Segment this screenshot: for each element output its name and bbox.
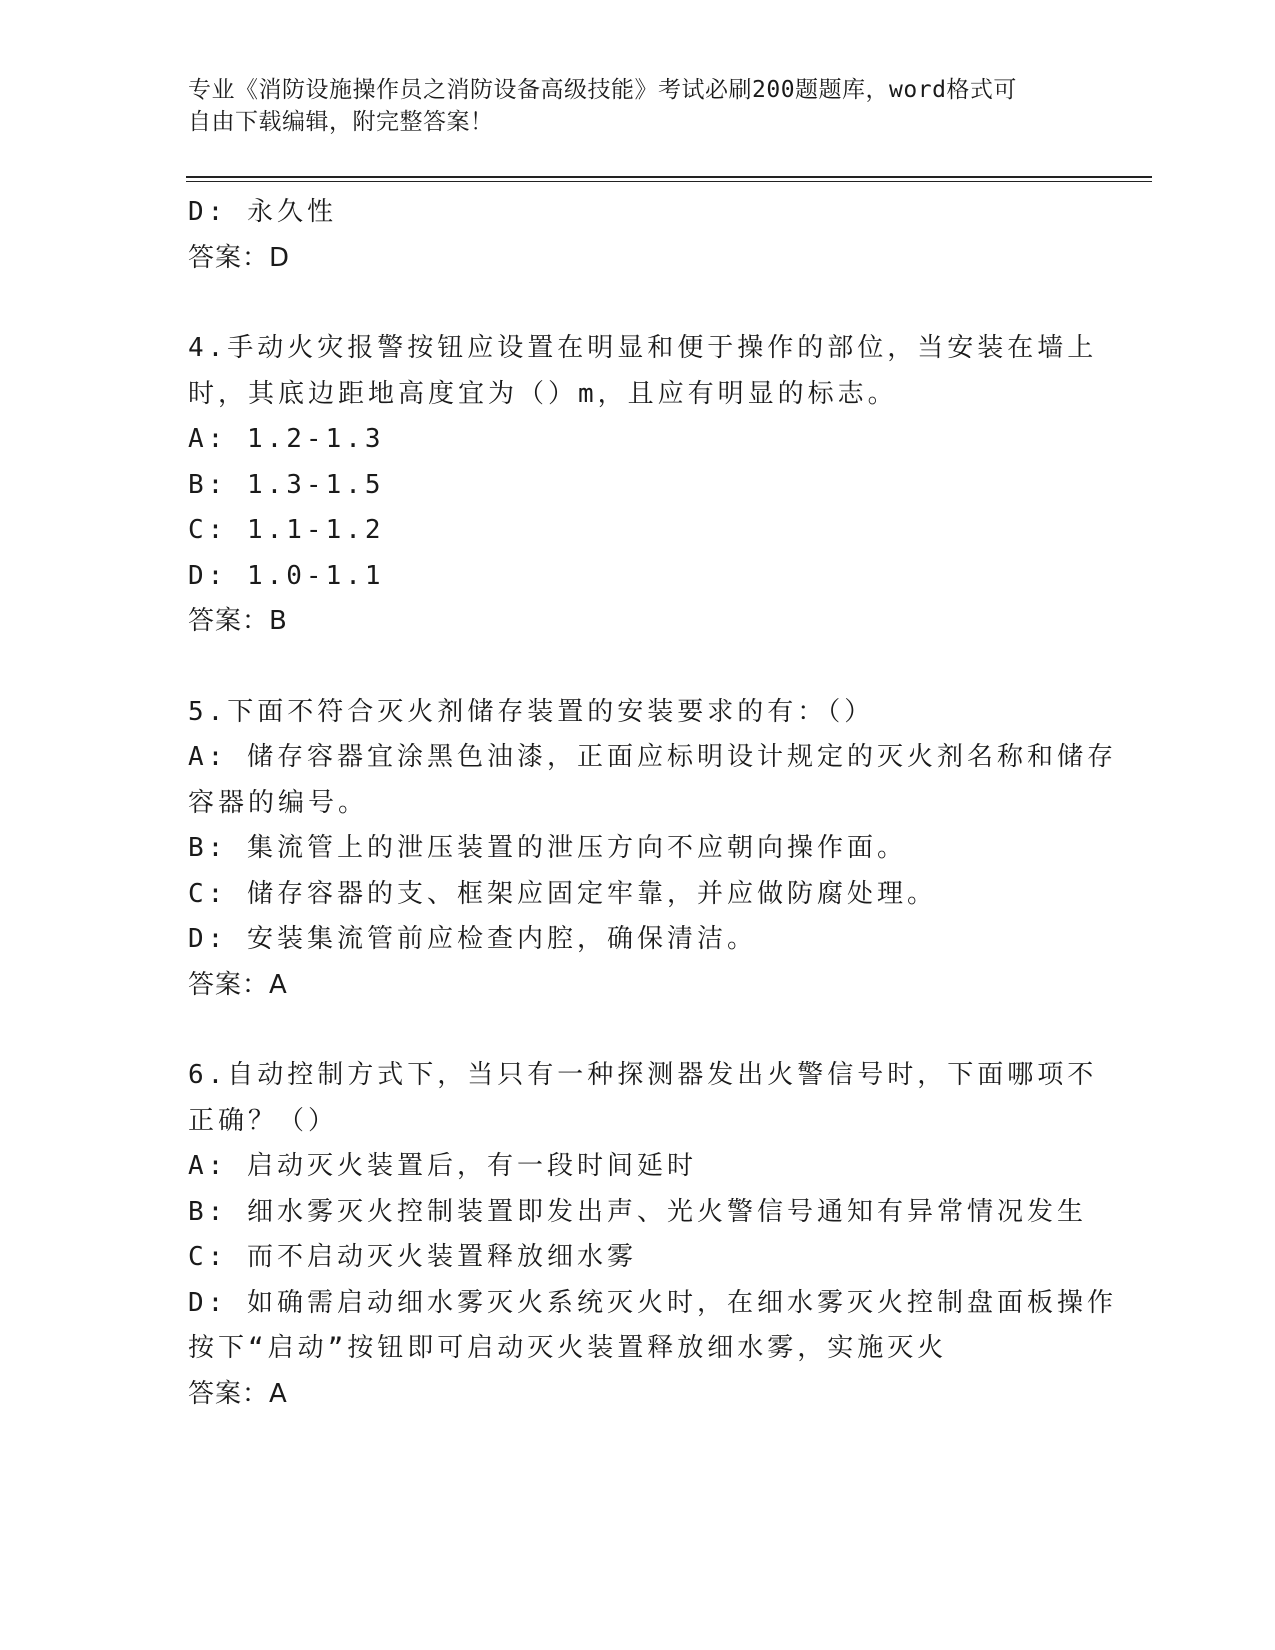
option-a: A: 1.2-1.3: [188, 424, 385, 454]
option-c: C: 1.1-1.2: [188, 515, 385, 545]
answer-line: 答案：D: [188, 242, 291, 273]
answer-line: 答案：B: [188, 606, 288, 636]
question-text-line: 时，其底边距地高度宜为（）m，且应有明显的标志。: [188, 378, 898, 409]
option-d: D: 安装集流管前应检查内腔，确保清洁。: [188, 924, 757, 954]
question-block-3: [188, 190, 1088, 281]
option-c: C: 而不启动灭火装置释放细水雾: [188, 1242, 637, 1272]
option-b: B: 细水雾灭火控制装置即发出声、光火警信号通知有异常情况发生: [188, 1196, 1087, 1227]
option-b: B: 1.3-1.5: [188, 469, 385, 500]
header-line-2: 自由下载编辑，附完整答案！: [188, 109, 494, 135]
spacer: [188, 281, 1088, 326]
spacer: [188, 645, 1088, 690]
question-text-line: 4.手动火灾报警按钮应设置在明显和便于操作的部位，当安装在墙上: [188, 333, 1098, 363]
header-rule-thick: [186, 176, 1152, 178]
option-d: D: 如确需启动细水雾灭火系统灭火时，在细水雾灭火控制盘面板操作: [188, 1287, 1117, 1318]
answer-line: 答案：A: [188, 1378, 288, 1409]
question-text-line: 5.下面不符合灭火剂储存装置的安装要求的有：（）: [188, 696, 875, 727]
page-header: [188, 74, 1068, 138]
option-a: A: 启动灭火装置后，有一段时间延时: [188, 1151, 697, 1181]
option-d: D: 1.0-1.1: [188, 560, 385, 591]
option-line: D: 永久性: [188, 197, 337, 227]
option-c: C: 储存容器的支、框架应固定牢靠，并应做防腐处理。: [188, 878, 937, 909]
option-a-continued: 容器的编号。: [188, 787, 369, 818]
option-a: A: 储存容器宜涂黑色油漆，正面应标明设计规定的灭火剂名称和储存: [188, 742, 1117, 772]
header-rule-thin: [186, 181, 1152, 182]
question-block-5: [188, 690, 1117, 1009]
header-line-1: 专业《消防设施操作员之消防设备高级技能》考试必刷200题题库，word格式可: [188, 77, 1017, 103]
question-block-4: [188, 326, 1098, 645]
question-text-line: 正确？（）: [188, 1105, 339, 1136]
question-text-line: 6.自动控制方式下，当只有一种探测器发出火警信号时，下面哪项不: [188, 1060, 1098, 1090]
spacer: [188, 1008, 1088, 1053]
answer-line: 答案：A: [188, 969, 288, 1000]
question-block-6: [188, 1053, 1117, 1417]
question-content: [188, 190, 1117, 1417]
option-b: B: 集流管上的泄压装置的泄压方向不应朝向操作面。: [188, 833, 907, 863]
option-d-continued: 按下“启动”按钮即可启动灭火装置释放细水雾，实施灭火: [188, 1333, 948, 1363]
